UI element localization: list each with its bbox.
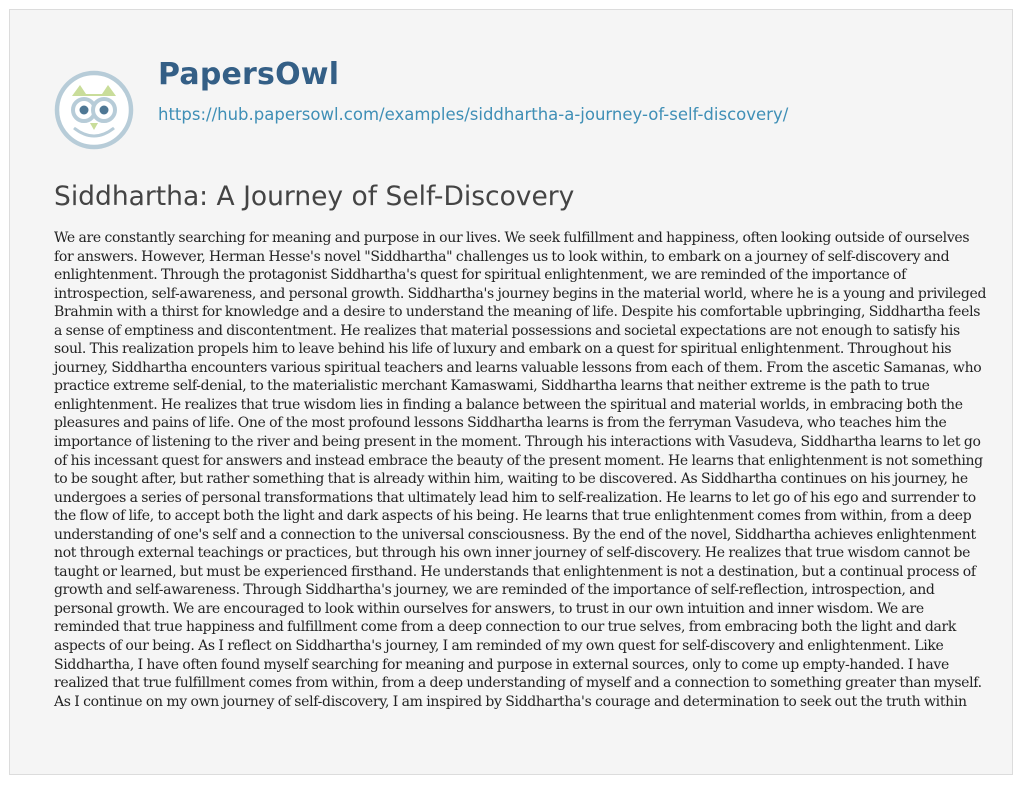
page-title: Siddhartha: A Journey of Self-Discovery [54,181,575,212]
owl-logo-graphic [54,70,134,150]
owl-logo-icon [54,70,134,150]
document-page [9,9,1013,775]
source-url-link[interactable]: https://hub.papersowl.com/examples/siddhartha-a-journey-of-self-discovery/ [158,105,789,124]
header [48,54,948,154]
brand-name[interactable]: PapersOwl [158,57,340,92]
essay-body: We are constantly searching for meaning and purpose in our lives. We seek fulfillment and happiness, often looking outside of ourselves for answers. However, Herman Hesse's novel "Siddhartha" challenges us to look within, to embark on a journey of self-discovery and enlightenment. Through the protagonist Siddhartha's quest for spiritual enlightenment, we are reminded of the importance of introspection, self-awareness, and personal growth. Siddhartha's journey begins in the material world, where he is a young and privileged Brahmin with a thirst for knowledge and a desire to understand the meaning of life. Despite his comfortable upbringing, Siddhartha feels a sense of emptiness and discontentment. He realizes that material possessions and societal expectations are not enough to satisfy his soul. This realization propels him to leave behind his life of luxury and embark on a quest for spiritual enlightenment. Throughout his journey, Siddhartha encounters various spiritual teachers and learns valuable lessons from each of them. From the ascetic Samanas, who practice extreme self-denial, to the materialistic merchant Kamaswami, Siddhartha learns that neither extreme is the path to true enlightenment. He realizes that true wisdom lies in finding a balance between the spiritual and material worlds, in embracing both the pleasures and pains of life. One of the most profound lessons Siddhartha learns is from the ferryman Vasudeva, who teaches him the importance of listening to the river and being present in the moment. Through his interactions with Vasudeva, Siddhartha learns to let go of his incessant quest for answers and instead embrace the beauty of the present moment. He learns that enlightenment is not something to be sought after, but rather something that is already within him, waiting to be discovered. As Siddhartha continues on his journey, he undergoes a series of personal transformations that ultimately lead him to self-realization. He learns to let go of his ego and surrender to the flow of life, to accept both the light and dark aspects of his being. He learns that true enlightenment comes from within, from a deep understanding of one's self and a connection to the universal consciousness. By the end of the novel, Siddhartha achieves enlightenment not through external teachings or practices, but through his own inner journey of self-discovery. He realizes that true wisdom cannot be taught or learned, but must be experienced firsthand. He understands that enlightenment is not a destination, but a continual process of growth and self-awareness. Through Siddhartha's journey, we are reminded of the importance of self-reflection, introspection, and personal growth. We are encouraged to look within ourselves for answers, to trust in our own intuition and inner wisdom. We are reminded that true happiness and fulfillment come from a deep connection to our true selves, from embracing both the light and dark aspects of our being. As I reflect on Siddhartha's journey, I am reminded of my own quest for self-discovery and enlightenment. Like Siddhartha, I have often found myself searching for meaning and purpose in external sources, only to come up empty-handed. I have realized that true fulfillment comes from within, from a deep understanding of myself and a connection to something greater than myself. As I continue on my own journey of self-discovery, I am inspired by Siddhartha's courage and determination to seek out the truth within [54,230,987,710]
